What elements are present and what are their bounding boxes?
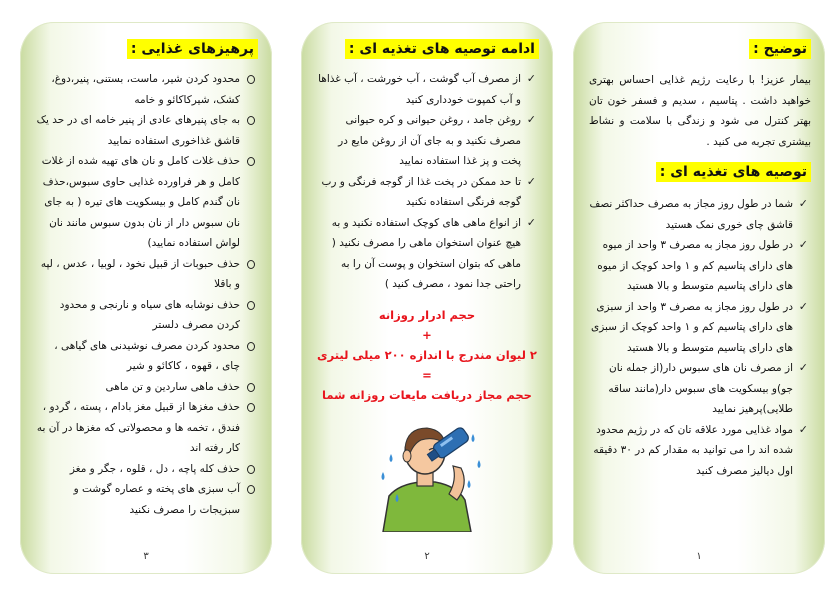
explanation-text: بیمار عزیز! با رعایت رژیم غذایی احساس بهتری خواهید داشت . پتاسیم ، سدیم و فسفر خون تان بهتر کنترل می شود و زندگی با سلامت و نشاط بیشتری تجربه می کنید .	[589, 74, 811, 148]
page-number: ۱	[696, 551, 702, 562]
list-item: محدود کردن مصرف نوشیدنی های گیاهی ، چای ، قهوه ، کاکائو و شیر	[36, 336, 258, 377]
nutrition-continued-list	[317, 69, 539, 295]
list-item: ✓ مواد غذایی مورد علاقه تان که در رژیم محدود شده اند را می توانید به مقدار کم در ۳۰ دقیقه اول دیالیز مصرف کنید	[589, 420, 811, 482]
list-item: به جای پنیرهای عادی از پنیر خامه ای در حد یک قاشق غذاخوری استفاده نمایید	[36, 110, 258, 151]
list-item: حذف غلات کامل و نان های تهیه شده از غلات کامل و هر فراورده غذایی حاوی سبوس،حذف نان گندم کامل و بیسکویت های تیره ( به جای نان سبوس دار از نان بدون سبوس مانند نان لواش استفاده نمایید)	[36, 151, 258, 254]
page-number: ۲	[424, 551, 430, 562]
nutrition-title: توصیه های تغذیه ای :	[656, 162, 811, 182]
panel-nutrition-continued	[301, 22, 553, 574]
nutrition-list	[589, 194, 811, 481]
list-item: آب سبزی های پخته و عصاره گوشت و سبزیجات را مصرف نکنید	[36, 479, 258, 520]
list-item: حذف کله پاچه ، دل ، قلوه ، جگر و مغز	[36, 459, 258, 480]
formula-cups: ۲ لیوان مندرج با اندازه ۲۰۰ میلی لیتری	[317, 348, 537, 362]
restrictions-list	[36, 69, 258, 520]
list-item: ✓ از مصرف آب گوشت ، آب خورشت ، آب غذاها و آب کمپوت خودداری کنید	[317, 69, 539, 110]
list-item: ✓ در طول روز مجاز به مصرف ۳ واحد از سبزی های دارای پتاسیم کم و ۱ واحد کوچک از سبزی های دارای پتاسیم متوسط و بالا هستید	[589, 297, 811, 359]
list-item: ✓ از انواع ماهی های کوچک استفاده نکنید و به هیچ عنوان استخوان ماهی را مصرف نکنید ( ماهی که بتوان استخوان و پوست آن را به راحتی جدا نمود ، مصرف کنید )	[317, 213, 539, 295]
list-item: ✓ شما در طول روز مجاز به مصرف حداکثر نصف قاشق چای خوری نمک هستید	[589, 194, 811, 235]
formula-equals: =	[422, 368, 432, 382]
panel-explanation	[573, 22, 825, 574]
formula-urine-volume: حجم ادرار روزانه	[378, 308, 476, 322]
list-item: حذف مغزها از قبیل مغز بادام ، پسته ، گردو ، فندق ، تخمه ها و محصولاتی که مغزها در آن به کار رفته اند	[36, 397, 258, 459]
food-restrictions-title: پرهیزهای غذایی :	[127, 39, 258, 59]
list-item: ✓ از مصرف نان های سبوس دار(از جمله نان جو)و بیسکویت های سبوس دار(مانند ساقه طلایی)پرهیز نمایید	[589, 358, 811, 420]
list-item: حذف ماهی ساردین و تن ماهی	[36, 377, 258, 398]
list-item: محدود کردن شیر، ماست، بستنی، پنیر،دوغ، کشک، شیرکاکائو و خامه	[36, 69, 258, 110]
fluid-formula	[311, 305, 543, 405]
list-item: ✓ در طول روز مجاز به مصرف ۳ واحد از میوه های دارای پتاسیم کم و ۱ واحد کوچک از میوه های دارای پتاسیم متوسط و بالا هستید	[589, 235, 811, 297]
page-number: ۳	[143, 551, 149, 562]
formula-plus: +	[422, 328, 432, 342]
list-item: ✓ تا حد ممکن در پخت غذا از گوجه فرنگی و رب گوجه فرنگی استفاده نکنید	[317, 172, 539, 213]
list-item: ✓ روغن جامد ، روغن حیوانی و کره حیوانی مصرف نکنید و به جای آن از روغن مایع در پخت و پز غذا استفاده نمایید	[317, 110, 539, 172]
panel-food-restrictions	[20, 22, 272, 574]
list-item: حذف حبوبات از قبیل نخود ، لوبیا ، عدس ، لپه و باقلا	[36, 254, 258, 295]
formula-allowed-fluids: حجم مجاز دریافت مایعات روزانه شما	[322, 388, 532, 402]
drinking-water-illustration	[369, 414, 489, 532]
nutrition-continued-title: ادامه توصیه های تغذیه ای :	[345, 39, 539, 59]
explanation-title: توضیح :	[749, 39, 811, 59]
list-item: حذف نوشابه های سیاه و نارنجی و محدود کردن مصرف دلستر	[36, 295, 258, 336]
